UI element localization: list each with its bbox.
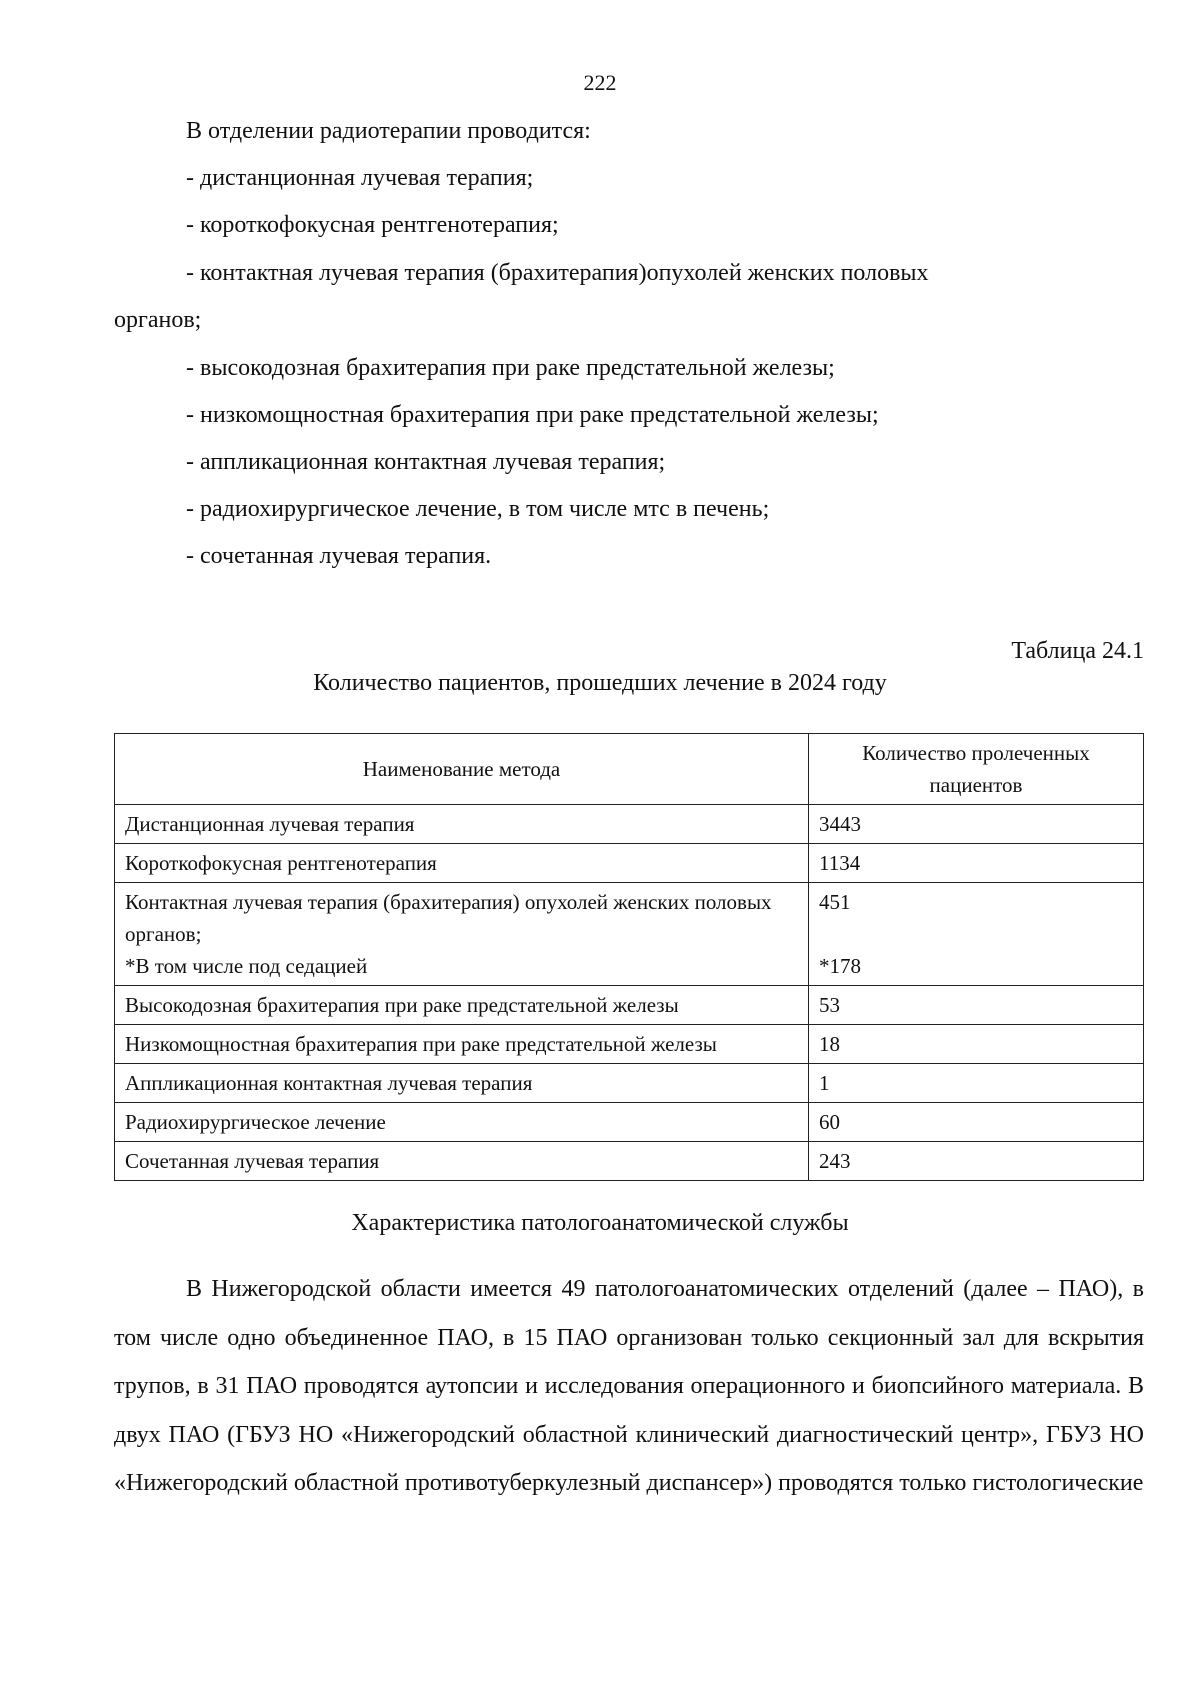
cell-method: Низкомощностная брахитерапия при раке предстательной железы xyxy=(115,1025,809,1064)
header-count: Количество пролеченных пациентов xyxy=(809,734,1144,805)
table-row xyxy=(115,1142,1144,1181)
table-row xyxy=(115,805,1144,844)
cell-count: 1 xyxy=(809,1064,1144,1103)
cell-sub-count: *178 xyxy=(819,954,861,978)
bullet-item: - низкомощностная брахитерапия при раке предстательной железы; xyxy=(186,402,879,428)
bullet-item: - аппликационная контактная лучевая терапия; xyxy=(186,449,666,475)
table-row xyxy=(115,844,1144,883)
table-row xyxy=(115,883,1144,986)
cell-method: Контактная лучевая терапия (брахитерапия) опухолей женских половых органов; xyxy=(125,890,772,946)
table-row xyxy=(115,1064,1144,1103)
cell-count-group xyxy=(809,883,1144,986)
table-header-row xyxy=(115,734,1144,805)
table-label: Таблица 24.1 xyxy=(1011,638,1144,664)
cell-method: Высокодозная брахитерапия при раке предстательной железы xyxy=(115,986,809,1025)
cell-method: Сочетанная лучевая терапия xyxy=(115,1142,809,1181)
cell-count: 3443 xyxy=(809,805,1144,844)
bullet-item: - контактная лучевая терапия (брахитерапия)опухолей женских половых xyxy=(186,260,929,286)
cell-method-group xyxy=(115,883,809,986)
section-title: Характеристика патологоанатомической службы xyxy=(351,1210,849,1236)
table-title: Количество пациентов, прошедших лечение в 2024 году xyxy=(313,670,887,696)
cell-count: 53 xyxy=(809,986,1144,1025)
cell-method: Аппликационная контактная лучевая терапия xyxy=(115,1064,809,1103)
header-method: Наименование метода xyxy=(115,734,809,805)
body-paragraph: В Нижегородской области имеется 49 патологоанатомических отделений (далее – ПАО), в том числе одно объединенное ПАО, в 15 ПАО организован только секционный зал для вскрытия трупов, в 31 ПАО проводятся аутопсии и исследования операционного и биопсийного материала. В двух ПАО (ГБУЗ НО «Нижегородский областной клинический диагностический центр», ГБУЗ НО «Нижегородский областной противотуберкулезный диспансер») проводятся только гистологические xyxy=(114,1276,1144,1496)
intro-line: В отделении радиотерапии проводится: xyxy=(186,118,591,144)
page-number: 222 xyxy=(583,70,617,95)
cell-method: Радиохирургическое лечение xyxy=(115,1103,809,1142)
patients-table xyxy=(114,733,1144,1181)
cell-sub-method: *В том числе под седацией xyxy=(125,954,368,978)
table-row xyxy=(115,1025,1144,1064)
bullet-item: - радиохирургическое лечение, в том числе мтс в печень; xyxy=(186,496,770,522)
table-row xyxy=(115,1103,1144,1142)
cell-method: Дистанционная лучевая терапия xyxy=(115,805,809,844)
cell-count: 1134 xyxy=(809,844,1144,883)
cell-count: 451 xyxy=(819,890,851,914)
cell-count: 243 xyxy=(809,1142,1144,1181)
cell-count: 60 xyxy=(809,1103,1144,1142)
table-row xyxy=(115,986,1144,1025)
bullet-item: - дистанционная лучевая терапия; xyxy=(186,165,534,191)
bullet-item-continuation: органов; xyxy=(114,307,202,333)
bullet-item: - высокодозная брахитерапия при раке предстательной железы; xyxy=(186,355,835,381)
cell-method: Короткофокусная рентгенотерапия xyxy=(115,844,809,883)
bullet-item: - сочетанная лучевая терапия. xyxy=(186,543,492,569)
bullet-item: - короткофокусная рентгенотерапия; xyxy=(186,212,559,238)
cell-count: 18 xyxy=(809,1025,1144,1064)
